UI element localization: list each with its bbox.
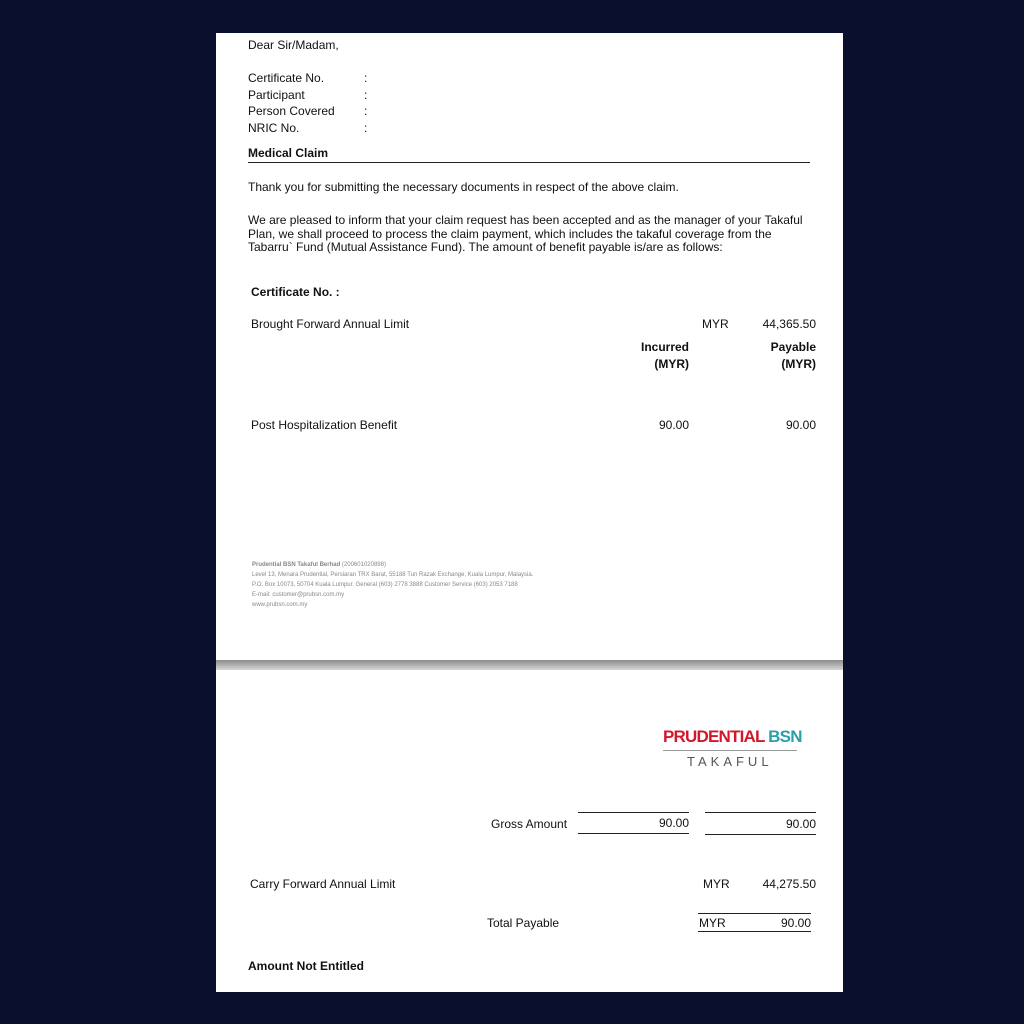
logo-takaful: TAKAFUL bbox=[687, 754, 773, 769]
col-payable-unit: (MYR) bbox=[781, 357, 816, 371]
col-incurred-header: Incurred bbox=[640, 340, 689, 354]
carry-forward-amount: 44,275.50 bbox=[762, 877, 816, 891]
footer-website: www.prubsn.com.my bbox=[252, 602, 308, 608]
gross-incurred-top-rule bbox=[578, 812, 689, 813]
footer-email: E-mail: customer@prubsn.com.my bbox=[252, 592, 345, 598]
prudential-bsn-logo: PRUDENTIAL BSN bbox=[663, 727, 802, 746]
carry-forward-label: Carry Forward Annual Limit bbox=[250, 877, 396, 891]
gross-payable-value: 90.00 bbox=[785, 817, 816, 831]
total-currency: MYR bbox=[699, 916, 726, 930]
subject-rule bbox=[248, 162, 810, 163]
logo-divider bbox=[663, 750, 797, 751]
brought-forward-currency: MYR bbox=[702, 317, 729, 331]
brought-forward-label: Brought Forward Annual Limit bbox=[251, 317, 410, 331]
gross-incurred-value: 90.00 bbox=[658, 816, 689, 830]
footer-contacts: P.O. Box 10073, 50704 Kuala Lumpur. General (603) 2778 3888 Customer Service (603) 2053 7188 bbox=[252, 582, 518, 588]
field-separator: : bbox=[364, 71, 368, 85]
benefit-row-payable: 90.00 bbox=[785, 418, 816, 432]
col-payable-header: Payable bbox=[770, 340, 816, 354]
subject-heading: Medical Claim bbox=[248, 146, 329, 160]
footer-company: Prudential BSN Takaful Berhad bbox=[252, 562, 341, 568]
total-amount: 90.00 bbox=[780, 916, 811, 930]
gross-payable-top-rule bbox=[705, 812, 816, 813]
amount-not-entitled-heading: Amount Not Entitled bbox=[248, 959, 364, 973]
total-bottom-rule bbox=[698, 931, 811, 932]
gross-amount-label: Gross Amount bbox=[491, 817, 568, 831]
letter-page-1 bbox=[216, 33, 843, 661]
footer-address: Level 13, Menara Prudential, Persiaran TRX Barat, 55188 Tun Razak Exchange, Kuala Lumpur, Malaysia. bbox=[252, 572, 534, 578]
gross-payable-bottom-rule bbox=[705, 834, 816, 835]
field-separator: : bbox=[364, 121, 368, 135]
total-top-rule bbox=[698, 913, 811, 914]
page-separator bbox=[216, 660, 843, 670]
salutation: Dear Sir/Madam, bbox=[248, 38, 339, 52]
field-separator: : bbox=[364, 104, 368, 118]
gross-incurred-bottom-rule bbox=[578, 833, 689, 834]
footer-reg: (200601020898) bbox=[341, 562, 386, 568]
claim-certificate-label: Certificate No. : bbox=[251, 285, 340, 299]
field-participant-label: Participant bbox=[248, 88, 305, 102]
paragraph-thanks: Thank you for submitting the necessary documents in respect of the above claim. bbox=[248, 180, 679, 194]
benefit-row-incurred: 90.00 bbox=[658, 418, 689, 432]
col-incurred-unit: (MYR) bbox=[654, 357, 689, 371]
field-person-covered-label: Person Covered bbox=[248, 104, 335, 118]
field-certificate-label: Certificate No. bbox=[248, 71, 325, 85]
field-separator: : bbox=[364, 88, 368, 102]
total-payable-label: Total Payable bbox=[487, 916, 560, 930]
carry-forward-currency: MYR bbox=[703, 877, 730, 891]
brought-forward-amount: 44,365.50 bbox=[762, 317, 816, 331]
paragraph-acceptance: We are pleased to inform that your claim request has been accepted and as the manager of your Takaful Plan, we shall proceed to process the claim payment, which includes the takaful coverage from the Tabarru` Fund (Mutual Assistance Fund). The amount of benefit payable is/are as follows: bbox=[248, 213, 803, 254]
letter-page-2 bbox=[216, 670, 843, 992]
field-nric-label: NRIC No. bbox=[248, 121, 300, 135]
company-footer bbox=[252, 560, 533, 610]
benefit-row-label: Post Hospitalization Benefit bbox=[251, 418, 398, 432]
